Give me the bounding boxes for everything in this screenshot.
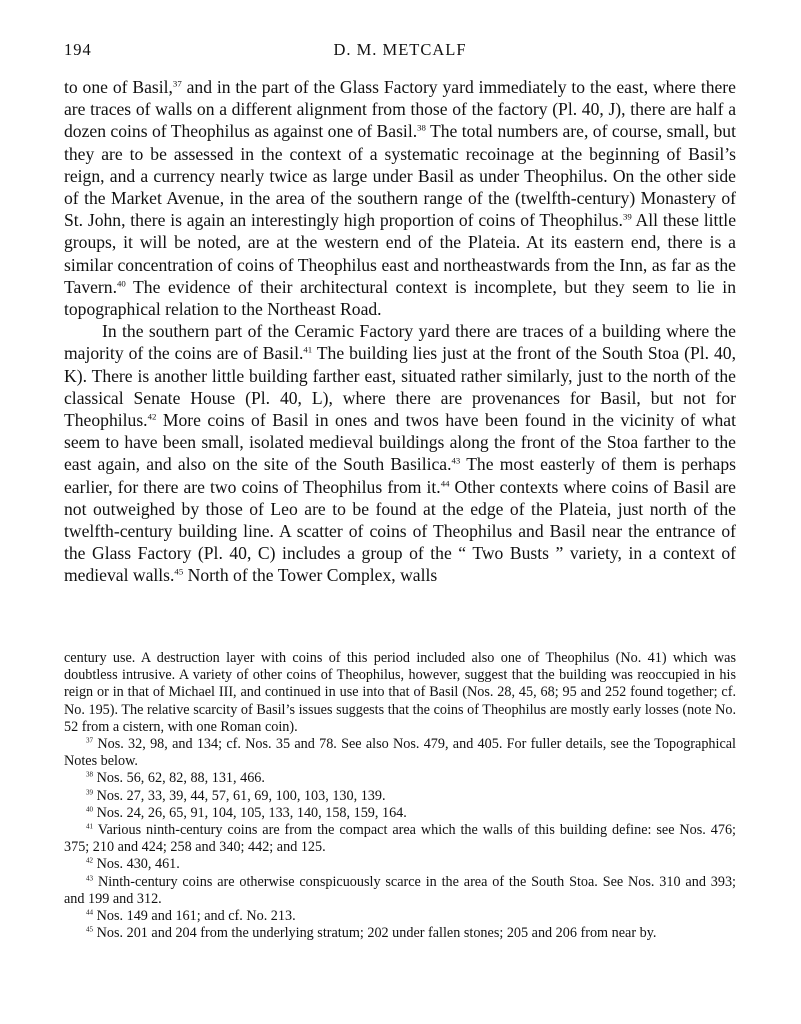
- footnote: [64, 822, 736, 856]
- text-run: In the southern part of the Ceramic Factory yard there are traces of a building where the majority of the coins are of Basil.: [64, 321, 736, 364]
- footnote-ref: 43: [451, 455, 461, 466]
- footnote-text: Nos. 430, 461.: [93, 856, 180, 873]
- footnote-continuation: century use. A destruction layer with coins of this period included also one of Theophilus (No. 41) which was doubtless intrusive. A variety of other coins of Theophilus, however, suggest that the building was reoccupied in his reign or in that of Michael III, and continued in use into that of Basil (Nos. 28, 45, 68; 95 and 252 found together; cf. No. 195). The relative scarcity of Basil’s issues suggests that the coins of Theophilus are mostly early losses (note No. 52 from a cistern, with one Roman coin).: [64, 650, 736, 735]
- footnote-ref: 37: [172, 78, 182, 89]
- text-run: All these little groups, it will be noted, are at the western end of the Plateia. At its eastern end, there is a similar concentration of coins of Theophilus east and northeastwards from the Inn, as far as the Tavern.: [64, 210, 736, 297]
- text-run: North of the Tower Complex, walls: [183, 565, 438, 586]
- footnote-text: Nos. 24, 26, 65, 91, 104, 105, 133, 140, 158, 159, 164.: [93, 804, 407, 821]
- footnote-ref: 41: [303, 344, 313, 355]
- text-run: More coins of Basil in ones and twos have been found in the vicinity of what seem to have been small, isolated medieval buildings along the front of the Stoa farther to the east again, and also on the site of the South Basilica.: [64, 410, 736, 475]
- footnote-ref: 44: [440, 478, 450, 489]
- footnote-number: 40: [86, 805, 94, 814]
- footnote-number: 38: [86, 771, 94, 780]
- footnote: [64, 770, 736, 787]
- text-run: and in the part of the Glass Factory yard immediately to the east, where there are traces of walls on a different alignment from those of the factory (Pl. 40, J), there are half a dozen coins of Theophilus as against one of Basil.: [64, 77, 736, 142]
- footnote-ref: 40: [117, 278, 126, 289]
- footnote-number: 44: [86, 908, 94, 917]
- footnote-number: 42: [86, 857, 94, 866]
- footnote: [64, 925, 736, 942]
- footnote-text: Nos. 201 and 204 from the underlying stratum; 202 under fallen stones; 205 and 206 from near by.: [93, 925, 657, 942]
- footnote: [64, 908, 736, 925]
- footnote: [64, 788, 736, 805]
- text-run: The most easterly of them is perhaps earlier, for there are two coins of Theophilus from it.: [64, 454, 737, 497]
- page-number: 194: [64, 40, 92, 59]
- footnote: [64, 874, 736, 908]
- footnote-text: Ninth-century coins are otherwise conspicuously scarce in the area of the South Stoa. See Nos. 310 and 393; and 199 and 312.: [64, 873, 736, 907]
- page-header: [64, 40, 736, 64]
- text-run: Other contexts where coins of Basil are not outweighed by those of Leo are to be found at the edge of the Plateia, just north of the twelfth-century building line. A scatter of coins of Theophilus and Basil near the entrance of the Glass Factory (Pl. 40, C) includes a group of the “ Two Busts ” variety, in a context of medieval walls.: [64, 476, 736, 586]
- text-run: to one of Basil,: [64, 77, 173, 97]
- footnote: [64, 805, 736, 822]
- footnote-number: 41: [86, 822, 94, 831]
- footnote-text: Nos. 27, 33, 39, 44, 57, 61, 69, 100, 103, 130, 139.: [93, 787, 386, 804]
- footnote-ref: 38: [417, 122, 426, 133]
- footnote-ref: 42: [147, 411, 157, 422]
- footnote: [64, 736, 736, 770]
- text-run: The evidence of their architectural context is incomplete, but they seem to lie in topographical relation to the Northeast Road.: [64, 276, 736, 320]
- footnote-text: Various ninth-century coins are from the compact area which the walls of this building define: see Nos. 476; 375; 210 and 424; 258 and 340; 442; and 125.: [64, 822, 736, 856]
- footnote-number: 45: [86, 925, 94, 934]
- paragraph-1: [64, 76, 736, 320]
- footnote-number: 43: [86, 874, 94, 883]
- text-run: The total numbers are, of course, small, but they are to be assessed in the context of a systematic recoinage at the beginning of Basil’s reign, and a currency nearly twice as large under Basil as under Theophilus. On the other side of the Market Avenue, in the area of the southern range of the (twelfth-century) Monastery of St. John, there is again an interestingly high proportion of coins of Theophilus.: [64, 121, 736, 231]
- footnote-list: [64, 736, 736, 942]
- footnotes: [64, 650, 736, 942]
- footnote-text: Nos. 149 and 161; and cf. No. 213.: [93, 908, 296, 925]
- footnote: [64, 856, 736, 873]
- footnote-ref: 39: [622, 211, 632, 222]
- footnote-number: 39: [86, 788, 94, 797]
- running-head: D. M. METCALF: [333, 40, 467, 59]
- paragraph-2: [64, 320, 736, 586]
- footnote-number: 37: [86, 736, 94, 745]
- text-run: The building lies just at the front of the South Stoa (Pl. 40, K). There is another little building farther east, situated rather similarly, just to the north of the classical Senate House (Pl. 40, L), where there are provenances for Basil, but not for Theophilus.: [64, 343, 736, 431]
- body-text: [64, 76, 736, 587]
- footnote-ref: 45: [174, 566, 184, 577]
- footnote-text: Nos. 56, 62, 82, 88, 131, 466.: [93, 770, 265, 787]
- footnote-text: Nos. 32, 98, and 134; cf. Nos. 35 and 78. See also Nos. 479, and 405. For fuller details, see the Topographical Notes below.: [64, 736, 736, 770]
